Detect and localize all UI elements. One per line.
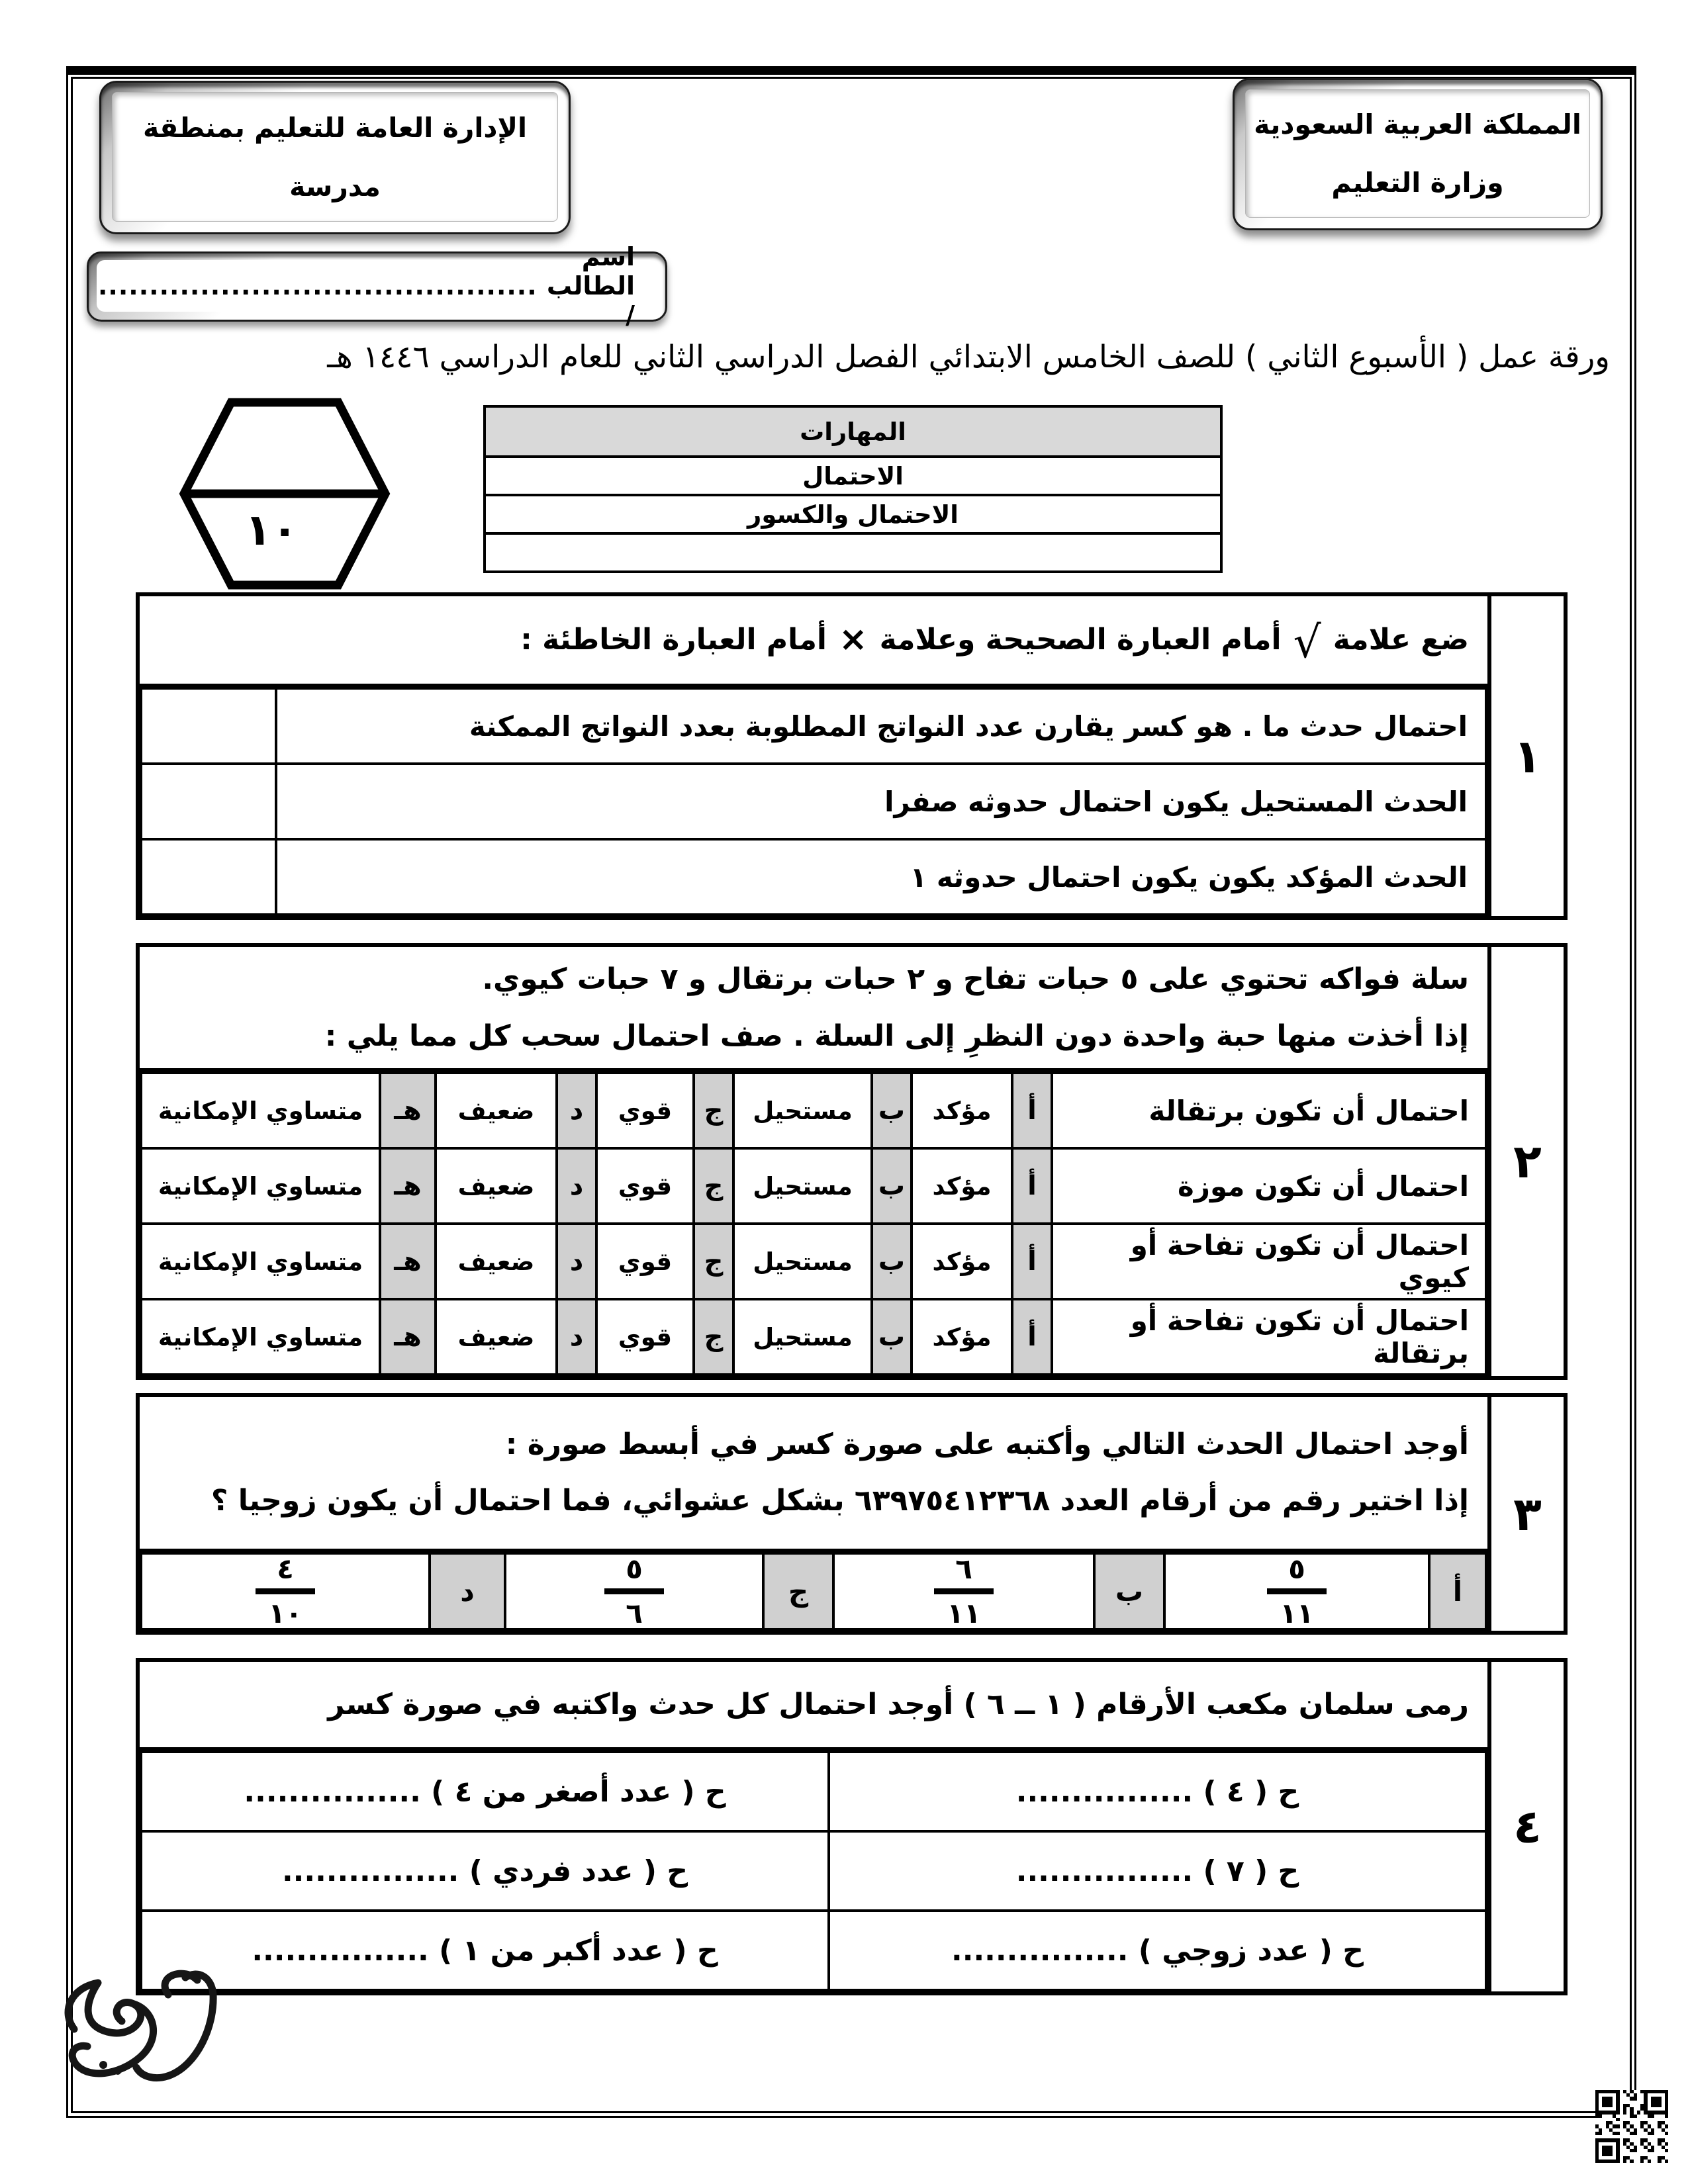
q1-header-part: ضع علامة [1333, 623, 1469, 657]
fraction-denominator: ١١ [1280, 1596, 1314, 1629]
q3-choice-letter[interactable]: د [430, 1553, 505, 1629]
q1-header-part: أمام العبارة الصحيحة وعلامة [879, 623, 1282, 657]
q1-statements-table [140, 687, 1487, 916]
q2-option-letter[interactable]: أ [1012, 1224, 1052, 1299]
q3-choice-fraction[interactable] [1164, 1553, 1429, 1629]
question-3-header [140, 1397, 1487, 1552]
q1-answer-box[interactable] [141, 839, 276, 915]
q3-choice-fraction[interactable] [141, 1553, 430, 1629]
q1-answer-box[interactable] [141, 688, 276, 764]
fraction-denominator: ٦ [626, 1596, 643, 1629]
q2-option-letter[interactable]: أ [1012, 1299, 1052, 1375]
q2-option-letter[interactable]: هـ [380, 1073, 436, 1148]
q4-header-text: رمى سلمان مكعب الأرقام ( ١ ــ ٦ ) أوجد احتمال كل حدث واكتبه في صورة كسر [328, 1687, 1469, 1721]
q3-header-line2: إذا اختير رقم من أرقام العدد ٦٣٩٧٥٤١٢٣٦٨ بشكل عشوائي، فما احتمال أن يكون زوجيا ؟ [211, 1484, 1469, 1518]
ministry-header-box [1233, 78, 1603, 230]
q2-option-letter[interactable]: ج [694, 1073, 733, 1148]
q2-option-letter[interactable]: ج [694, 1224, 733, 1299]
q2-option-label[interactable]: قوي [596, 1073, 694, 1148]
ministry-line1: المملكة العربية السعودية [1254, 109, 1581, 140]
q3-choice-letter[interactable]: أ [1429, 1553, 1486, 1629]
signature-calligraphy-icon [54, 1964, 233, 2107]
q3-choice-letter[interactable]: ب [1094, 1553, 1164, 1629]
skill-row: الاحتمال والكسور [485, 495, 1221, 533]
q3-choice-fraction[interactable] [833, 1553, 1094, 1629]
q3-choice-fraction[interactable] [505, 1553, 763, 1629]
q2-option-label[interactable]: مؤكد [912, 1148, 1012, 1224]
q1-statement: احتمال حدث ما . هو كسر يقارن عدد النواتج المطلوبة بعدد النواتج الممكنة [276, 688, 1486, 764]
student-name-box [87, 242, 667, 330]
question-4-number: ٤ [1487, 1658, 1568, 1995]
q2-row-statement: احتمال أن تكون موزة [1052, 1148, 1486, 1224]
fraction-bar [934, 1588, 994, 1594]
q2-option-label[interactable]: ضعيف [436, 1299, 557, 1375]
q2-option-label[interactable]: مستحيل [733, 1299, 872, 1375]
question-1-header [140, 596, 1487, 687]
question-3-section [136, 1393, 1568, 1635]
q2-option-letter[interactable]: ب [872, 1299, 912, 1375]
question-2-number: ٢ [1487, 943, 1568, 1380]
q2-row-statement: احتمال أن تكون برتقالة [1052, 1073, 1486, 1148]
q1-statement: الحدث المستحيل يكون احتمال حدوثه صفرا [276, 764, 1486, 839]
q4-event-answer[interactable]: ح ( ٧ ) ................ [829, 1831, 1486, 1911]
fraction-bar [604, 1588, 664, 1594]
q2-option-label[interactable]: متساوي الإمكانية [141, 1299, 380, 1375]
worksheet-title: ورقة عمل ( الأسبوع الثاني ) للصف الخامس الابتدائي الفصل الدراسي الثاني للعام الدراسي ١٤٤٦ هـ [327, 339, 1610, 375]
fraction-numerator: ٥ [626, 1552, 643, 1585]
fraction-numerator: ٥ [1288, 1552, 1305, 1585]
fraction-numerator: ٤ [277, 1552, 294, 1585]
q2-option-label[interactable]: مؤكد [912, 1073, 1012, 1148]
q2-option-letter[interactable]: هـ [380, 1148, 436, 1224]
q2-option-letter[interactable]: د [557, 1299, 596, 1375]
qr-code [1595, 2090, 1668, 2163]
q2-option-letter[interactable]: ب [872, 1224, 912, 1299]
q3-header-line1: أوجد احتمال الحدث التالي وأكتبه على صورة كسر في أبسط صورة : [505, 1428, 1469, 1462]
q2-option-label[interactable]: قوي [596, 1148, 694, 1224]
q3-choice-letter[interactable]: ج [763, 1553, 833, 1629]
q2-option-letter[interactable]: أ [1012, 1148, 1052, 1224]
q2-header-line1: سلة فواكه تحتوي على ٥ حبات تفاح و ٢ حبات برتقال و ٧ حبات كيوي. [482, 962, 1469, 997]
question-2-header [140, 947, 1487, 1071]
score-hexagon [177, 396, 392, 592]
q2-option-letter[interactable]: أ [1012, 1073, 1052, 1148]
question-4-header [140, 1662, 1487, 1751]
q2-option-letter[interactable]: ب [872, 1148, 912, 1224]
student-name-label: اسم الطالب / [546, 242, 635, 330]
skill-row: الاحتمال [485, 457, 1221, 495]
q2-option-label[interactable]: مستحيل [733, 1148, 872, 1224]
q4-event-answer[interactable]: ح ( ٤ ) ................ [829, 1752, 1486, 1831]
question-3-number: ٣ [1487, 1393, 1568, 1635]
q2-option-label[interactable]: قوي [596, 1224, 694, 1299]
fraction-denominator: ١١ [947, 1596, 981, 1629]
admin-line1: الإدارة العامة للتعليم بمنطقة [142, 111, 528, 144]
skills-header: المهارات [485, 406, 1221, 457]
q2-option-label[interactable]: قوي [596, 1299, 694, 1375]
q2-option-letter[interactable]: هـ [380, 1224, 436, 1299]
q2-option-label[interactable]: متساوي الإمكانية [141, 1224, 380, 1299]
q2-option-label[interactable]: مستحيل [733, 1073, 872, 1148]
q4-event-answer[interactable]: ح ( عدد فردي ) ................ [141, 1831, 829, 1911]
q4-event-answer[interactable]: ح ( عدد أصغر من ٤ ) ................ [141, 1752, 829, 1831]
student-name-input[interactable]: ........................................... [97, 271, 538, 300]
fraction-numerator: ٦ [955, 1552, 972, 1585]
q2-option-letter[interactable]: هـ [380, 1299, 436, 1375]
q2-option-letter[interactable]: د [557, 1224, 596, 1299]
q2-option-letter[interactable]: د [557, 1073, 596, 1148]
ministry-line2: وزارة التعليم [1331, 167, 1504, 199]
q2-option-label[interactable]: مؤكد [912, 1224, 1012, 1299]
question-4-section [136, 1658, 1568, 1995]
q2-option-label[interactable]: ضعيف [436, 1148, 557, 1224]
q2-option-label[interactable]: متساوي الإمكانية [141, 1148, 380, 1224]
education-admin-box [99, 81, 571, 234]
hexagon-icon [177, 396, 392, 592]
q1-header-part: أمام العبارة الخاطئة : [520, 623, 827, 657]
q2-option-letter[interactable]: ج [694, 1148, 733, 1224]
question-1-number: ١ [1487, 592, 1568, 920]
q2-row-statement: احتمال أن تكون تفاحة أو كيوي [1052, 1224, 1486, 1299]
score-value: ١٠ [244, 504, 299, 555]
q2-header-line2: إذا أخذت منها حبة واحدة دون النظرِ إلى السلة . صف احتمال سحب كل مما يلي : [324, 1019, 1469, 1053]
skill-row [485, 533, 1221, 572]
q2-option-label[interactable]: متساوي الإمكانية [141, 1073, 380, 1148]
question-1-section [136, 592, 1568, 920]
fraction-bar [256, 1588, 315, 1594]
fraction-denominator: ١٠ [268, 1596, 303, 1629]
q2-option-label[interactable]: مستحيل [733, 1224, 872, 1299]
skills-table [483, 405, 1223, 573]
q3-choices-table [140, 1552, 1487, 1631]
cross-mark-icon: × [839, 619, 868, 660]
q2-option-label[interactable]: ضعيف [436, 1224, 557, 1299]
q2-option-letter[interactable]: د [557, 1148, 596, 1224]
q1-answer-box[interactable] [141, 764, 276, 839]
q2-options-table [140, 1071, 1487, 1376]
q2-row-statement: احتمال أن تكون تفاحة أو برتقالة [1052, 1299, 1486, 1375]
q4-event-answer[interactable]: ح ( عدد أكبر من ١ ) ................ [141, 1911, 829, 1990]
q2-option-label[interactable]: مؤكد [912, 1299, 1012, 1375]
q4-events-table [140, 1751, 1487, 1991]
admin-line2: مدرسة [289, 170, 381, 203]
q2-option-letter[interactable]: ب [872, 1073, 912, 1148]
q4-event-answer[interactable]: ح ( عدد زوجي ) ................ [829, 1911, 1486, 1990]
q1-statement: الحدث المؤكد يكون يكون احتمال حدوثه ١ [276, 839, 1486, 915]
q2-option-letter[interactable]: ج [694, 1299, 733, 1375]
question-2-section [136, 943, 1568, 1380]
fraction-bar [1267, 1588, 1327, 1594]
check-mark-icon: √ [1293, 616, 1321, 668]
q2-option-label[interactable]: ضعيف [436, 1073, 557, 1148]
